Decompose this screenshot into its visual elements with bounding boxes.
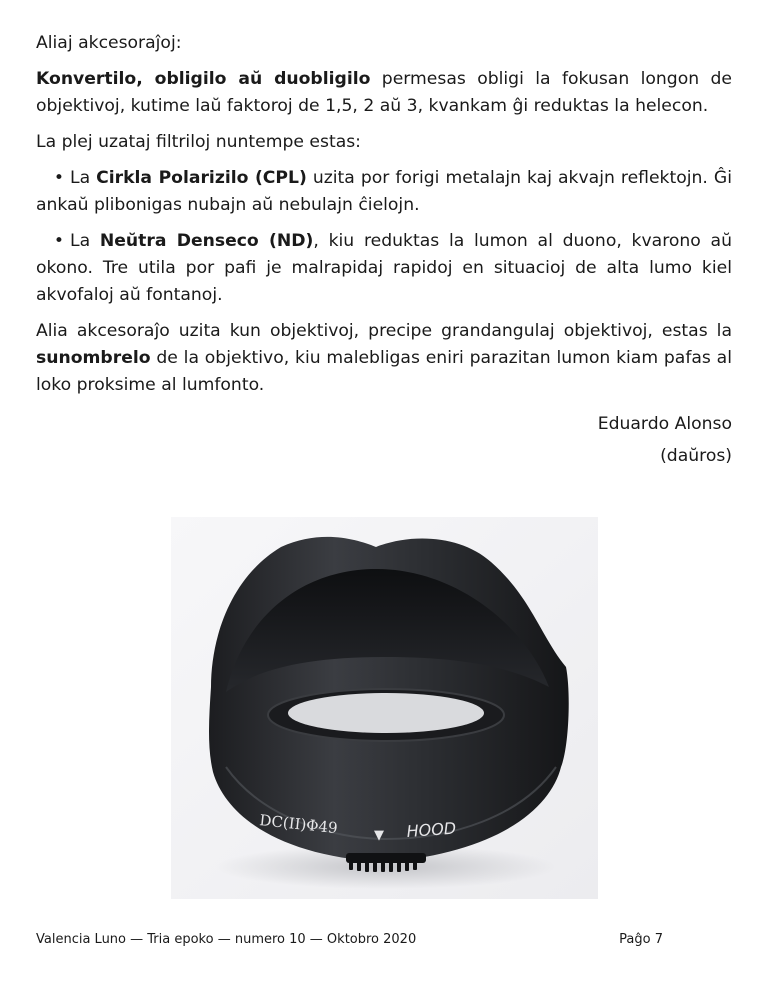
hood-arrow-icon: ▼ xyxy=(374,828,384,843)
author-name: Eduardo Alonso xyxy=(597,414,732,434)
paragraph-lens-hood-text-2: de la objektivo, kiu malebligas eniri parazitan lumon kiam pafas al loko proksime al lumfonto. xyxy=(36,348,732,395)
filters-intro: La plej uzataj filtriloj nuntempe estas: xyxy=(36,132,361,152)
bullet-marker: • xyxy=(53,231,64,251)
term-converter: Konvertilo, obligilo aŭ duobligilo xyxy=(36,69,371,89)
filter-list xyxy=(36,165,732,309)
term-nd: Neŭtra Denseco (ND) xyxy=(99,231,314,251)
continued-note: (daŭros) xyxy=(660,446,732,466)
bullet-prefix: La xyxy=(70,231,100,251)
hood-model-text: DC(II)Φ49 xyxy=(258,811,339,838)
term-cpl: Cirkla Polarizilo (CPL) xyxy=(96,168,307,188)
footer-page-number: Paĝo 7 xyxy=(619,932,663,947)
list-item xyxy=(36,165,732,219)
bullet-text: , kiu reduktas la lumon al duono, kvarono aŭ okono. Tre utila por pafi je malrapidaj rapidoj en situacioj de alta lumo kiel akvofaloj aŭ fontanoj. xyxy=(36,231,732,305)
bullet-text: uzita por forigi metalajn kaj akvajn reflektojn. Ĝi ankaŭ plibonigas nubajn aŭ nebulajn ĉielojn. xyxy=(36,168,732,215)
bullet-prefix: La xyxy=(70,168,97,188)
footer-publication: Valencia Luno — Tria epoko — numero 10 — Oktobro 2020 xyxy=(36,932,417,947)
paragraph-lens-hood xyxy=(36,318,732,399)
hood-label-text: HOOD xyxy=(405,818,457,841)
article-body xyxy=(36,30,732,472)
paragraph-lens-hood-text-1: Alia akcesoraĵo uzita kun objektivoj, precipe grandangulaj objektivoj, estas la xyxy=(36,321,732,341)
hood-bore xyxy=(288,693,484,733)
intro-line: Aliaj akcesoraĵoj: xyxy=(36,33,182,53)
term-lens-hood: sunombrelo xyxy=(36,348,151,368)
bullet-marker: • xyxy=(53,168,64,188)
lens-hood-illustration xyxy=(171,517,598,899)
lens-hood-photo xyxy=(171,517,598,899)
paragraph-converter xyxy=(36,66,732,120)
paragraph-converter-text: permesas obligi la fokusan longon de objektivoj, kutime laŭ faktoroj de 1,5, 2 aŭ 3, kvankam ĝi reduktas la helecon. xyxy=(36,69,732,116)
list-item xyxy=(36,228,732,309)
